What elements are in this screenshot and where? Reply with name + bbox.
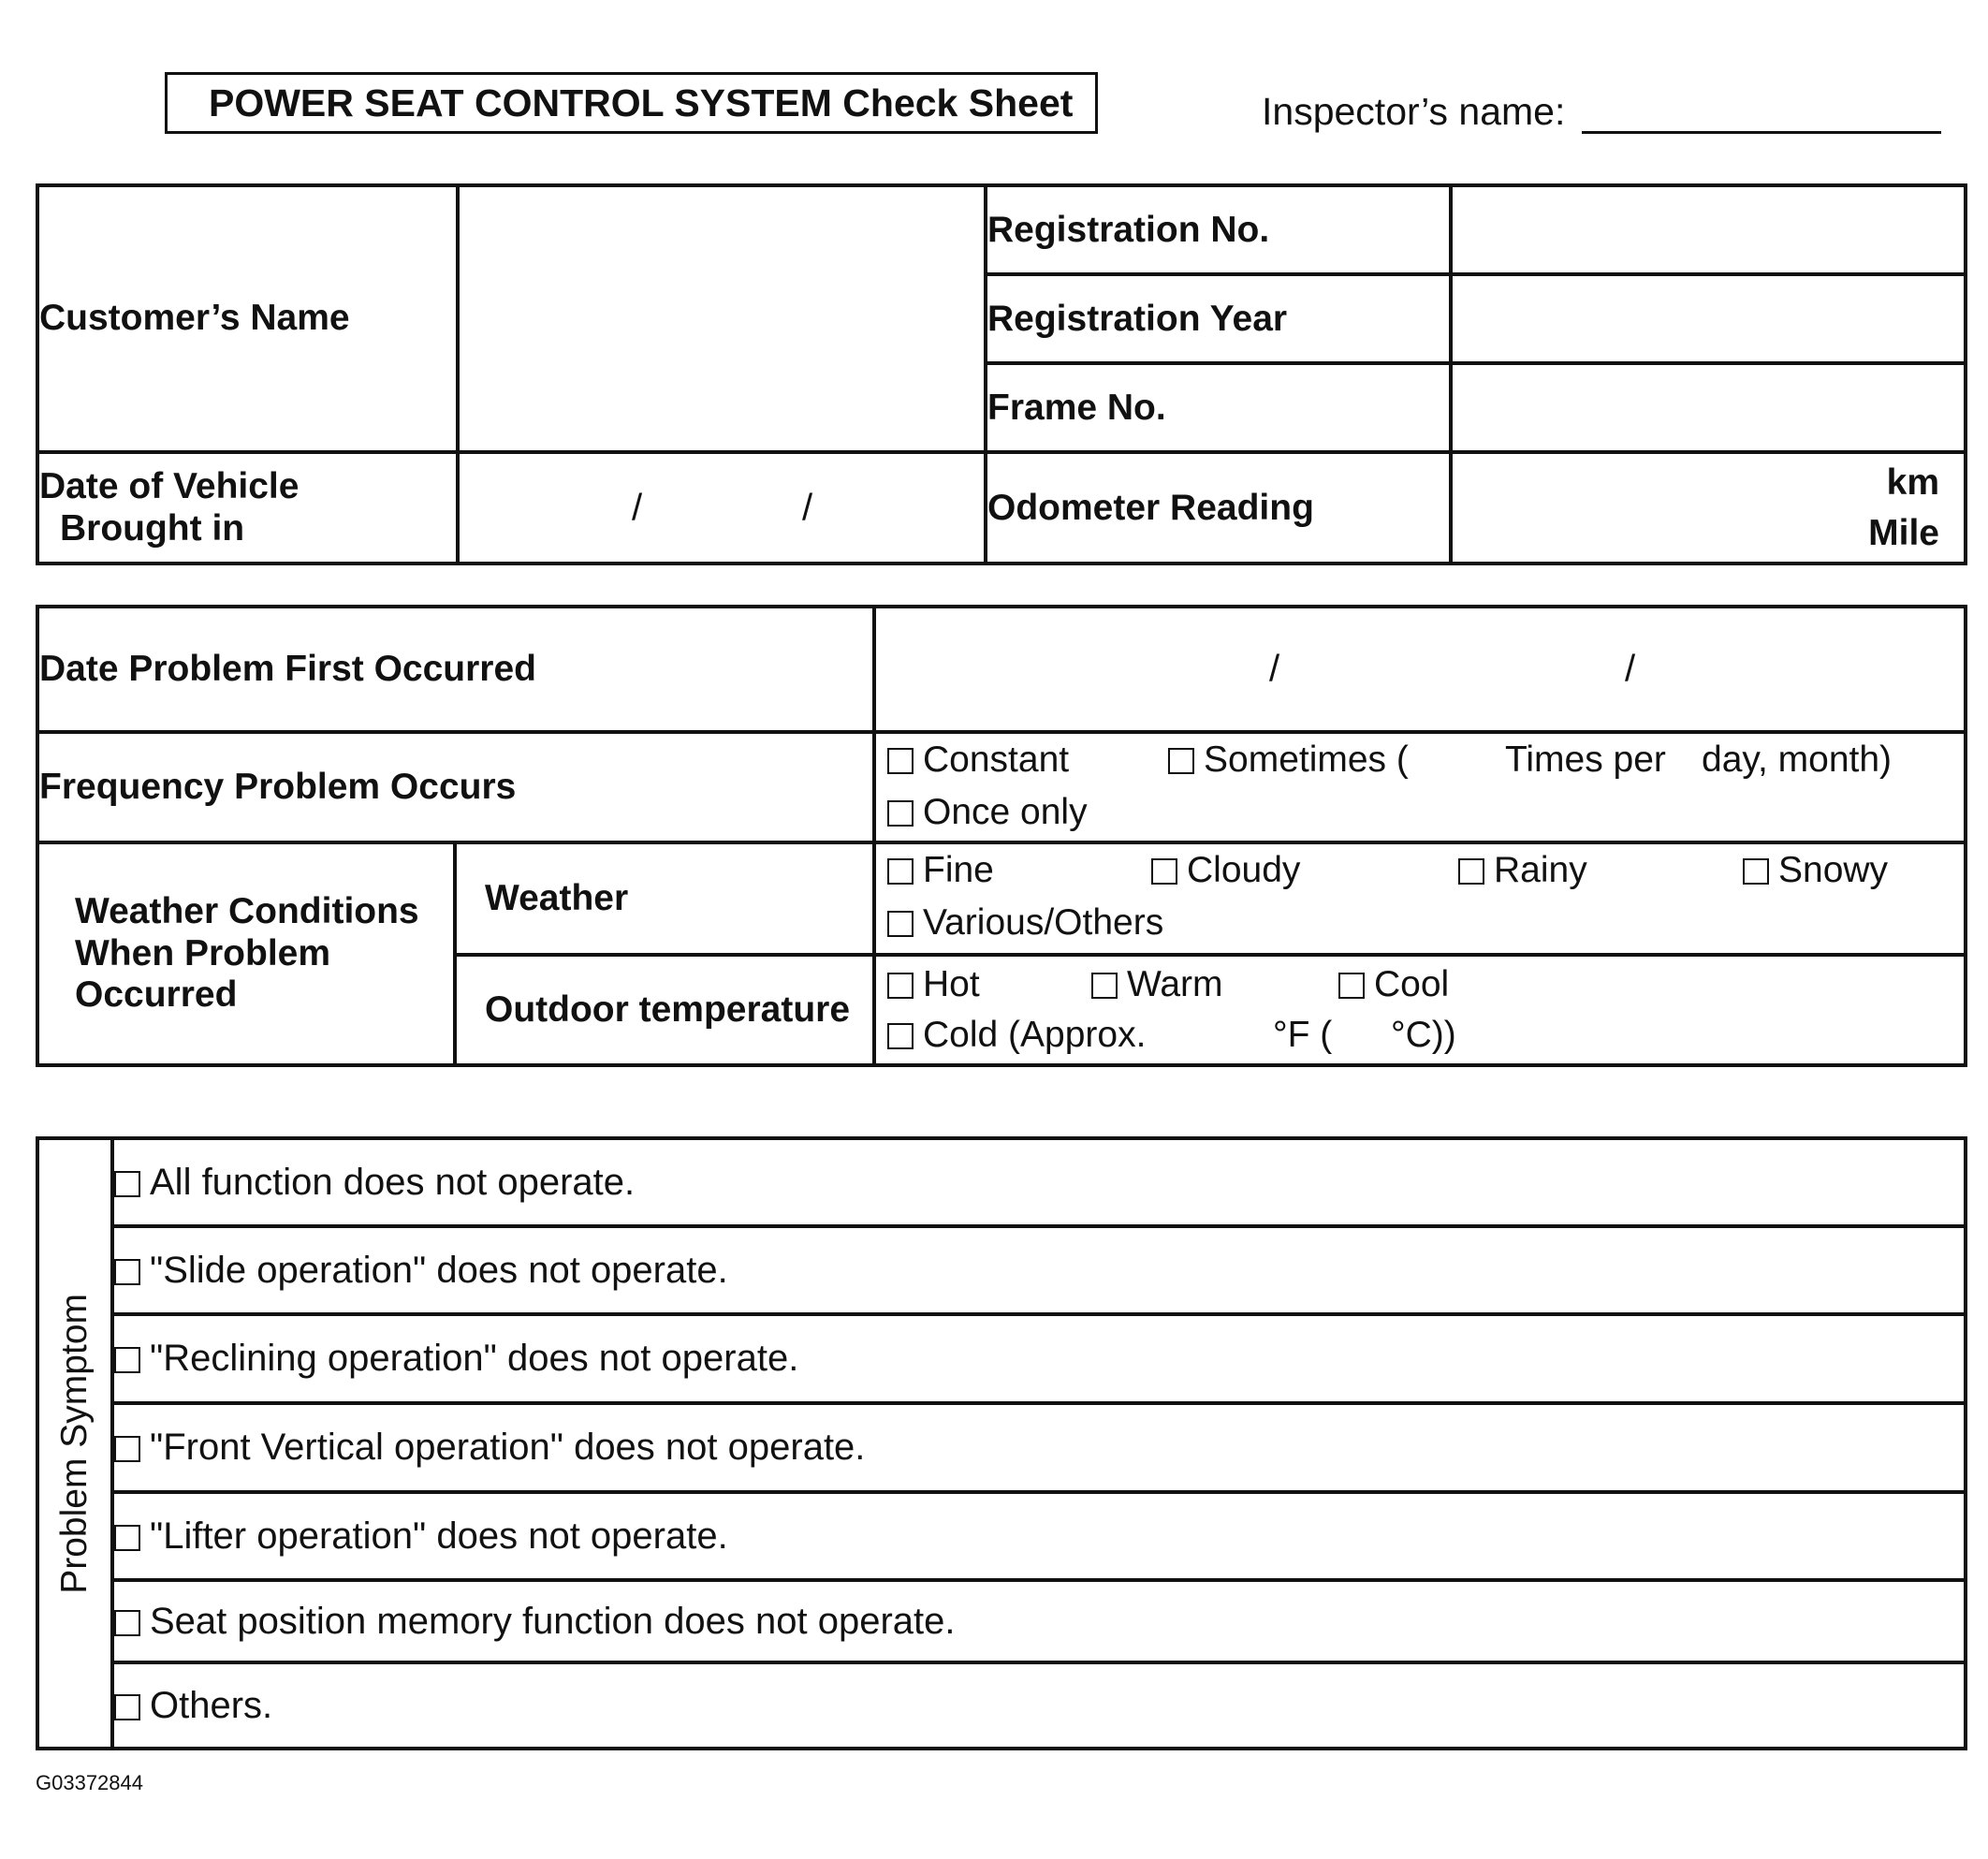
frequency-options xyxy=(874,732,1966,842)
checkbox[interactable] xyxy=(114,1525,140,1551)
problem-symptom-label-cell xyxy=(37,1138,112,1749)
checkbox[interactable] xyxy=(887,748,914,774)
symptom-item[interactable]: "Slide operation" does not operate. xyxy=(112,1226,1966,1314)
odometer-field[interactable] xyxy=(1451,452,1966,564)
weather-conditions-label-line3: Occurred xyxy=(75,974,238,1016)
checkbox[interactable] xyxy=(887,911,914,937)
weather-snowy-option[interactable]: Snowy xyxy=(1732,844,1888,897)
frequency-sometimes-option[interactable]: Sometimes ( xyxy=(1157,734,1409,786)
checkbox[interactable] xyxy=(114,1347,140,1373)
checkbox[interactable] xyxy=(114,1171,140,1197)
problem-symptom-table xyxy=(36,1136,1967,1750)
odometer-label: Odometer Reading xyxy=(986,452,1451,564)
weather-cloudy-option[interactable]: Cloudy xyxy=(1140,844,1300,897)
vehicle-info-table xyxy=(36,183,1967,565)
symptom-item[interactable]: "Front Vertical operation" does not operate. xyxy=(112,1403,1966,1492)
date-brought-in-label-line1: Date of Vehicle xyxy=(39,465,300,506)
inspector-name-field[interactable] xyxy=(1582,131,1941,134)
checkbox[interactable] xyxy=(1743,858,1769,885)
temperature-cool-option[interactable]: Cool xyxy=(1327,959,1449,1011)
weather-fine-option[interactable]: Fine xyxy=(876,844,994,897)
weather-options xyxy=(874,842,1966,955)
date-separator: / xyxy=(1269,648,1280,690)
weather-various-option[interactable]: Various/Others xyxy=(876,897,1163,949)
figure-code: G03372844 xyxy=(36,1771,143,1794)
checkbox[interactable] xyxy=(1338,973,1365,999)
weather-conditions-label-line2: When Problem xyxy=(75,932,331,973)
date-first-occurred-field[interactable] xyxy=(874,607,1966,732)
date-separator: / xyxy=(802,487,813,528)
frequency-once-option[interactable]: Once only xyxy=(876,786,1088,839)
registration-year-field[interactable] xyxy=(1451,274,1966,363)
date-brought-in-field[interactable] xyxy=(458,452,986,564)
symptom-item[interactable]: Seat position memory function does not operate. xyxy=(112,1580,1966,1662)
checkbox[interactable] xyxy=(114,1694,140,1720)
frame-no-field[interactable] xyxy=(1451,363,1966,452)
frequency-period-label: day, month) xyxy=(1702,739,1893,780)
symptom-item[interactable]: Others. xyxy=(112,1662,1966,1749)
inspector-label: Inspector’s name: xyxy=(1262,90,1566,133)
date-separator: / xyxy=(1625,648,1636,690)
frequency-label: Frequency Problem Occurs xyxy=(37,732,874,842)
weather-rainy-option[interactable]: Rainy xyxy=(1447,844,1587,897)
date-brought-in-label xyxy=(37,452,458,564)
date-brought-in-label-line2: Brought in xyxy=(60,507,245,549)
odometer-unit-mile: Mile xyxy=(1868,513,1939,553)
checkbox[interactable] xyxy=(114,1259,140,1285)
conditions-table xyxy=(36,605,1967,1067)
checkbox[interactable] xyxy=(1168,748,1194,774)
temperature-cold-option[interactable]: Cold (Approx. xyxy=(876,1009,1146,1061)
checkbox[interactable] xyxy=(1091,973,1118,999)
outdoor-temperature-label: Outdoor temperature xyxy=(455,955,874,1065)
frequency-times-per-label: Times per xyxy=(1505,739,1666,780)
temperature-options xyxy=(874,955,1966,1065)
symptom-item[interactable]: "Reclining operation" does not operate. xyxy=(112,1314,1966,1403)
checkbox[interactable] xyxy=(1151,858,1177,885)
checkbox[interactable] xyxy=(887,1023,914,1049)
customer-name-field[interactable] xyxy=(458,185,986,452)
frame-no-label: Frame No. xyxy=(986,363,1451,452)
registration-no-label: Registration No. xyxy=(986,185,1451,274)
symptom-item[interactable]: All function does not operate. xyxy=(112,1138,1966,1226)
temperature-fahrenheit-label: °F ( xyxy=(1273,1015,1333,1055)
customer-name-label: Customer’s Name xyxy=(37,185,458,452)
odometer-unit-km: km xyxy=(1886,462,1939,503)
date-separator: / xyxy=(632,487,643,528)
checkbox[interactable] xyxy=(114,1436,140,1462)
frequency-constant-option[interactable]: Constant xyxy=(876,734,1069,786)
registration-year-label: Registration Year xyxy=(986,274,1451,363)
checkbox[interactable] xyxy=(887,973,914,999)
checkbox[interactable] xyxy=(887,858,914,885)
symptom-item[interactable]: "Lifter operation" does not operate. xyxy=(112,1492,1966,1580)
registration-no-field[interactable] xyxy=(1451,185,1966,274)
checkbox[interactable] xyxy=(887,800,914,827)
weather-conditions-label-line1: Weather Conditions xyxy=(75,890,419,931)
problem-symptom-label: Problem Symptom xyxy=(54,1293,95,1594)
checkbox[interactable] xyxy=(114,1610,140,1636)
sheet-title: POWER SEAT CONTROL SYSTEM Check Sheet xyxy=(165,72,1098,134)
temperature-hot-option[interactable]: Hot xyxy=(876,959,980,1011)
weather-label: Weather xyxy=(455,842,874,955)
temperature-celsius-label: °C)) xyxy=(1391,1015,1456,1055)
temperature-warm-option[interactable]: Warm xyxy=(1080,959,1223,1011)
weather-conditions-label xyxy=(37,842,455,1065)
checkbox[interactable] xyxy=(1458,858,1484,885)
date-first-occurred-label: Date Problem First Occurred xyxy=(37,607,874,732)
